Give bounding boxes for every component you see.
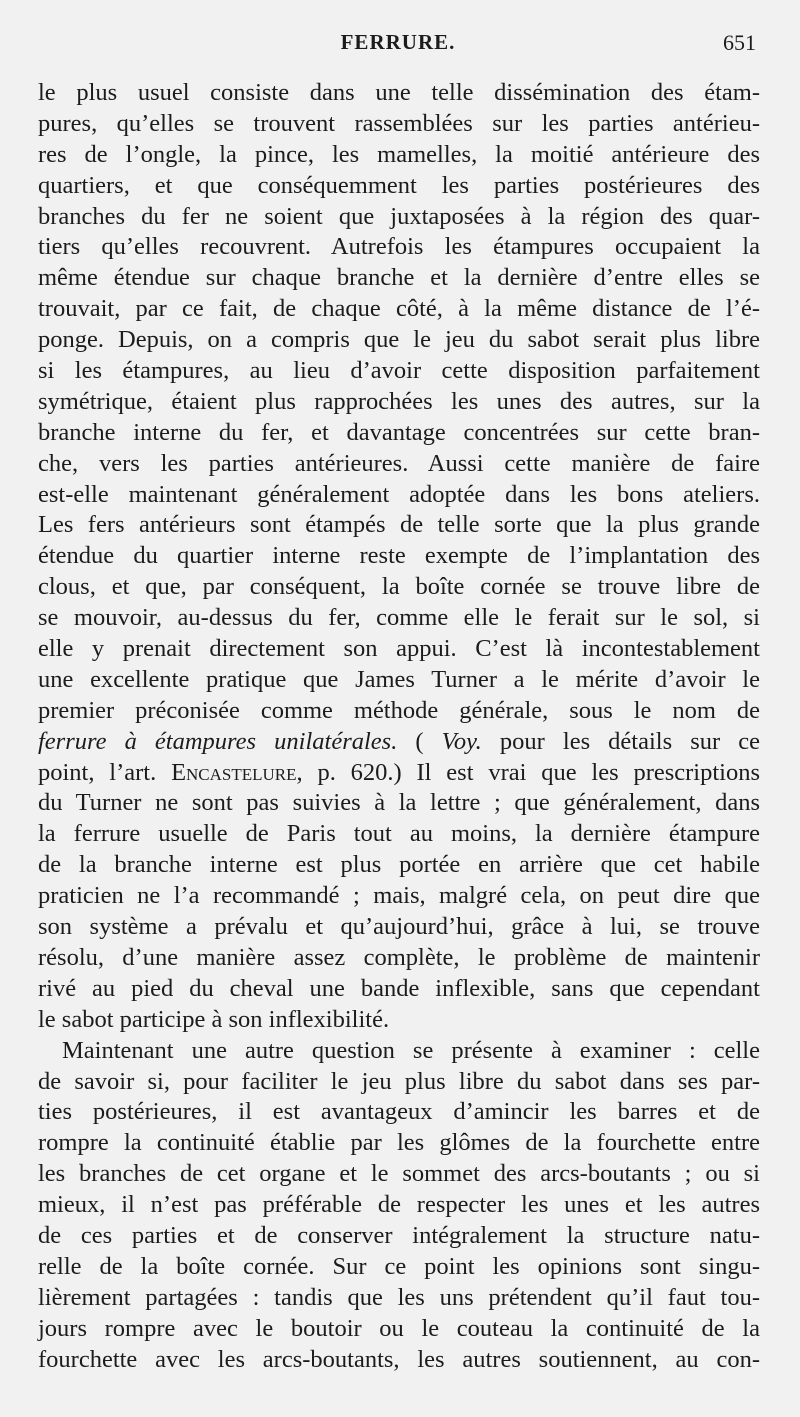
text-span: ( — [397, 727, 442, 755]
text-line: trouvait, par ce fait, de chaque côté, à la même distance de l’é- — [38, 295, 760, 323]
text-line: du Turner ne sont pas suivies à la lettre ; que généralement, dans — [38, 789, 760, 817]
text-line: le sabot participe à son inflexibilité. — [38, 1005, 390, 1033]
text-line: clous, et que, par conséquent, la boîte cornée se trouve libre de — [38, 573, 760, 601]
text-line: se mouvoir, au-dessus du fer, comme elle le ferait sur le sol, si — [38, 604, 760, 632]
text-line — [38, 758, 760, 789]
text-line: de la branche interne est plus portée en arrière que cet habile — [38, 851, 760, 879]
text-line: branches du fer ne soient que juxtaposées à la région des quar- — [38, 202, 760, 230]
text-line: fourchette avec les arcs-boutants, les autres soutiennent, au con- — [38, 1345, 760, 1373]
text-line: tiers qu’elles recouvrent. Autrefois les étampures occupaient la — [38, 233, 760, 261]
text-line: la ferrure usuelle de Paris tout au moins, la dernière étampure — [38, 820, 760, 848]
text-line: si les étampures, au lieu d’avoir cette disposition parfaitement — [38, 357, 760, 385]
body-text — [38, 78, 760, 1375]
text-line: branche interne du fer, et davantage concentrées sur cette bran- — [38, 418, 760, 446]
page-number: 651 — [723, 30, 756, 55]
page-header — [36, 30, 760, 64]
italic-phrase: ferrure à étampures unilatérales. — [38, 727, 398, 755]
text-line: même étendue sur chaque branche et la dernière d’entre elles se — [38, 264, 760, 292]
text-line: les branches de cet organe et le sommet des arcs-boutants ; ou si — [38, 1160, 760, 1188]
text-line: quartiers, et que conséquemment les parties postérieures des — [38, 171, 760, 199]
text-line: son système a prévalu et qu’aujourd’hui, grâce à lui, se trouve — [38, 913, 760, 941]
text-line: res de l’ongle, la pince, les mamelles, la moitié antérieure des — [38, 140, 760, 168]
text-line: che, vers les parties antérieures. Aussi cette manière de faire — [38, 449, 760, 477]
text-line — [38, 727, 760, 758]
text-line: une excellente pratique que James Turner a le mérite d’avoir le — [38, 665, 760, 693]
text-line: symétrique, étaient plus rapprochées les unes des autres, sur la — [38, 387, 760, 415]
text-span: point, l’art. — [38, 758, 172, 786]
smallcaps-reference: Encastelure — [171, 758, 297, 786]
text-line: de ces parties et de conserver intégralement la structure natu- — [38, 1221, 760, 1249]
text-line: pures, qu’elles se trouvent rassemblées sur les parties antérieu- — [38, 109, 760, 137]
text-line: est-elle maintenant généralement adoptée dans les bons ateliers. — [38, 480, 760, 508]
text-span: , p. 620.) Il est vrai que les prescriptions — [296, 758, 761, 786]
text-line: Les fers antérieurs sont étampés de telle sorte que la plus grande — [38, 511, 760, 539]
running-title: FERRURE. — [340, 30, 456, 54]
text-line: ties postérieures, il est avantageux d’amincir les barres et de — [38, 1098, 760, 1126]
text-line: résolu, d’une manière assez complète, le problème de maintenir — [38, 943, 760, 971]
text-line: rompre la continuité établie par les glômes de la fourchette entre — [38, 1129, 760, 1157]
text-line: premier préconisée comme méthode générale, sous le nom de — [38, 696, 760, 724]
text-span: pour les détails sur ce — [481, 727, 760, 755]
text-line: Maintenant une autre question se présente à examiner : celle — [62, 1036, 760, 1064]
text-line: praticien ne l’a recommandé ; mais, malgré cela, on peut dire que — [38, 882, 760, 910]
text-line: ponge. Depuis, on a compris que le jeu du sabot serait plus libre — [38, 326, 760, 354]
text-line: mieux, il n’est pas préférable de respecter les unes et les autres — [38, 1191, 760, 1219]
text-line: relle de la boîte cornée. Sur ce point les opinions sont singu- — [38, 1252, 760, 1280]
text-line: lièrement partagées : tandis que les uns prétendent qu’il faut tou- — [38, 1283, 760, 1311]
text-line: jours rompre avec le boutoir ou le couteau la continuité de la — [38, 1314, 760, 1342]
text-line: le plus usuel consiste dans une telle dissémination des étam- — [38, 79, 760, 106]
italic-abbrev: Voy. — [441, 727, 482, 755]
text-line: elle y prenait directement son appui. C’est là incontestablement — [38, 635, 760, 663]
text-line: rivé au pied du cheval une bande inflexible, sans que cependant — [38, 974, 760, 1002]
text-line: de savoir si, pour faciliter le jeu plus libre du sabot dans ses par- — [38, 1067, 760, 1095]
text-line: étendue du quartier interne reste exempte de l’implantation des — [38, 542, 760, 570]
